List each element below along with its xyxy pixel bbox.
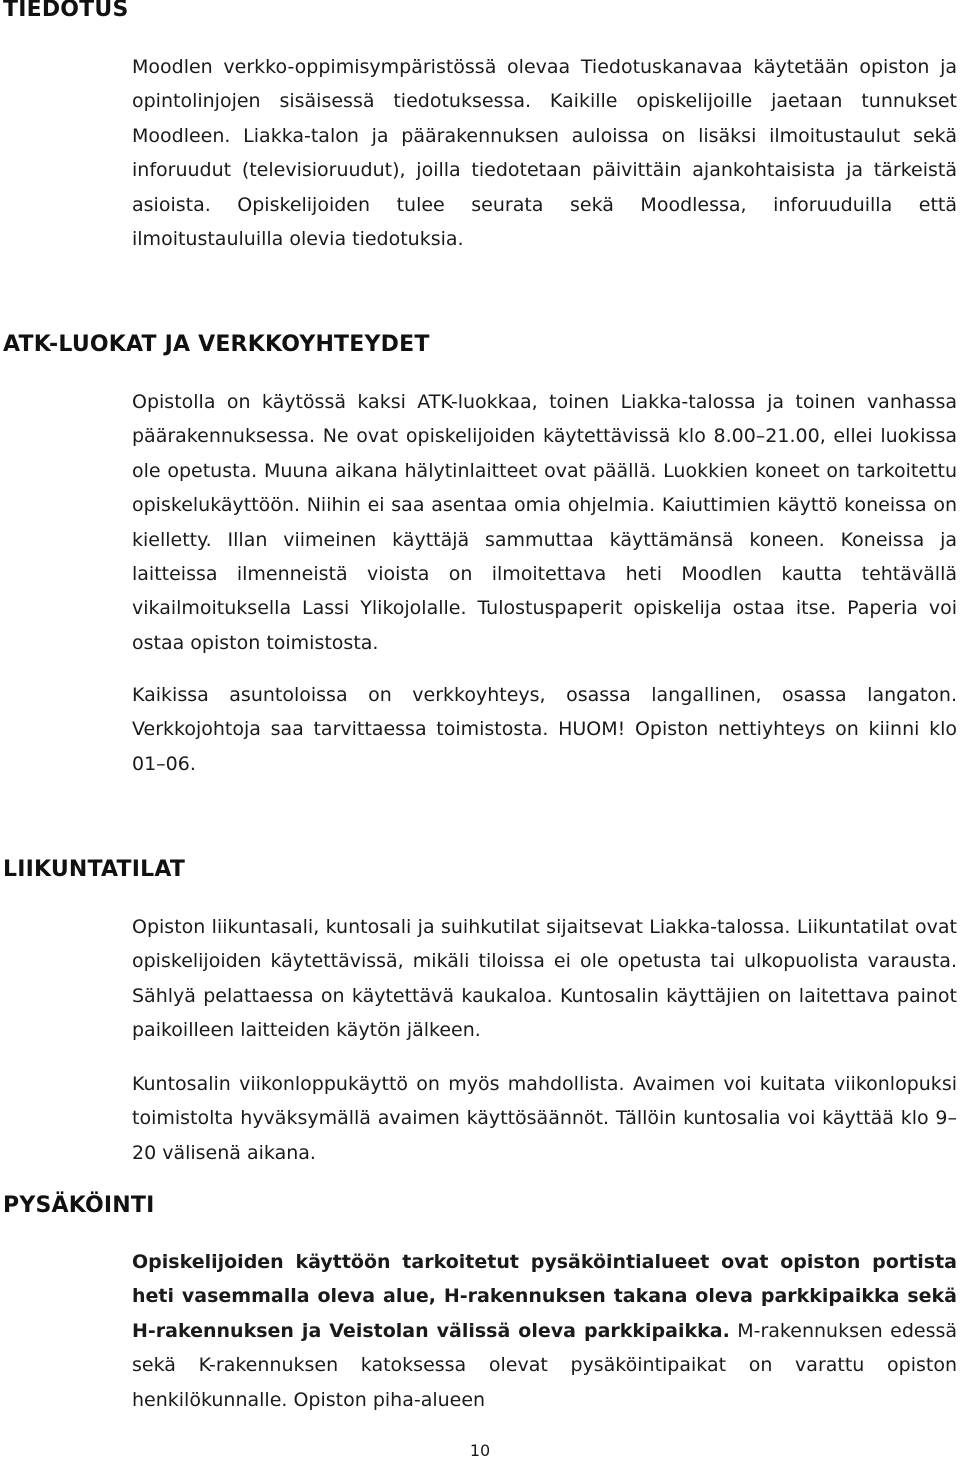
atk-paragraph-1: Opistolla on käytössä kaksi ATK-luokkaa, toinen Liakka-talossa ja toinen vanhassa päärakennuksessa. Ne ovat opiskelijoiden käytettävissä klo 8.00–21.00, ellei luokissa ole opetusta. Muuna aikana hälytinlaitteet ovat päällä. Luokkien koneet on tarkoitettu opiskelukäyttöön. Niihin ei saa asentaa omia ohjelmia. Kaiuttimien käyttö koneissa on kielletty. Illan viimeinen käyttäjä sammuttaa käyttämänsä koneen. Koneissa ja laitteissa ilmenneistä vioista on ilmoitettava heti Moodlen kautta tehtävällä vikailmoituksella Lassi Ylikojolalle. Tulostuspaperit opiskelija ostaa itse. Paperia voi ostaa opiston toimistosta. — [132, 391, 957, 654]
section-heading-liikuntatilat: LIIKUNTATILAT — [3, 857, 186, 882]
liikunta-paragraph-2: Kuntosalin viikonloppukäyttö on myös mahdollista. Avaimen voi kuitata viikonlopuksi toimistolta hyväksymällä avaimen käyttösäännöt. Tällöin kuntosalia voi käyttää klo 9–20 välisenä aikana. — [132, 1073, 957, 1164]
pysakointi-paragraph-rest: M-rakennuksen edessä sekä K-rakennuksen katoksessa olevat pysäköintipaikat on varattu opiston henkilökunnalle. Opiston piha-alueen — [132, 1319, 958, 1411]
section-heading-pysakointi: PYSÄKÖINTI — [3, 1193, 155, 1218]
tiedotus-paragraph: Moodlen verkko-oppimisympäristössä olevaa Tiedotuskanavaa käytetään opiston ja opintolinjojen sisäisessä tiedotuksessa. Kaikille opiskelijoille jaetaan tunnukset Moodleen. Liakka-talon ja päärakennuksen auloissa on lisäksi ilmoitustaulut sekä inforuudut (televisioruudut), joilla tiedotetaan päivittäin ajankohtaisista ja tärkeistä asioista. Opiskelijoiden tulee seurata sekä Moodlessa, inforuuduilla että ilmoitustauluilla olevia tiedotuksia. — [132, 56, 957, 251]
atk-paragraph-2: Kaikissa asuntoloissa on verkkoyhteys, osassa langallinen, osassa langaton. Verkkojohtoja saa tarvittaessa toimistosta. HUOM! Opiston nettiyhteys on kiinni klo 01–06. — [132, 684, 957, 775]
liikunta-paragraph-1: Opiston liikuntasali, kuntosali ja suihkutilat sijaitsevat Liakka-talossa. Liikuntatilat ovat opiskelijoiden käytettävissä, mikäli tiloissa ei ole opetusta tai ulkopuolista varausta. Sählyä pelattaessa on käytettävä kaukaloa. Kuntosalin käyttäjien on laitettava painot paikoilleen laitteiden käytön jälkeen. — [132, 916, 957, 1042]
pysakointi-paragraph — [132, 1245, 957, 1417]
pysakointi-paragraph-bold: Opiskelijoiden käyttöön tarkoitetut pysäköintialueet ovat opiston portista heti vasemmalla oleva alue, H-rakennuksen takana oleva parkkipaikka sekä H-rakennuksen ja Veistolan välissä oleva parkkipaikka. — [132, 1251, 957, 1342]
section-heading-tiedotus: TIEDOTUS — [3, 0, 129, 22]
page-number: 10 — [469, 1441, 491, 1460]
section-heading-atk: ATK-LUOKAT JA VERKKOYHTEYDET — [3, 332, 430, 357]
